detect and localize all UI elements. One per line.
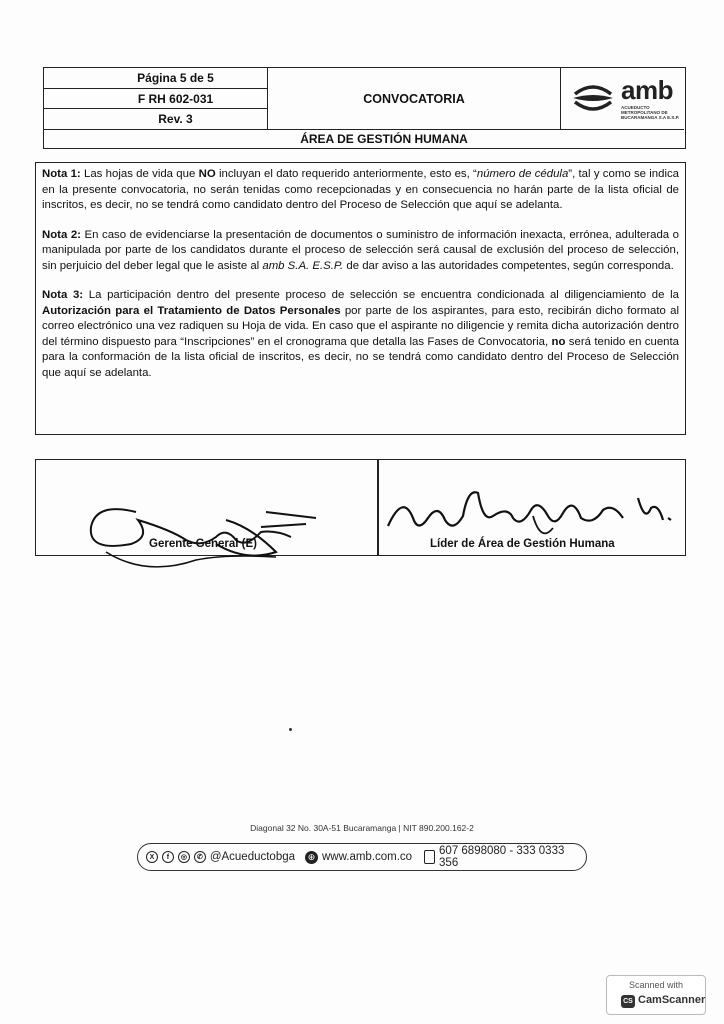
- page-number: Página 5 de 5: [44, 68, 268, 89]
- notes-box: [35, 162, 686, 435]
- note-1: [42, 167, 679, 214]
- note-text: En caso de evidenciarse la presentación de documentos o suministro de información inexacta, errónea, adulterada o manipulada por parte de los candidatos durante el proceso de selección será causal de exclusión del proceso de selección, sin perjuicio del deber legal que le asiste al: [42, 228, 679, 272]
- note-emphasis: NO: [198, 168, 216, 180]
- note-text: La participación dentro del presente proceso de selección se encuentra condicionada al diligenciamiento de la: [83, 289, 679, 301]
- note-emphasis: Autorización para el Tratamiento de Datos Personales: [42, 304, 341, 317]
- note-label: Nota 1:: [42, 168, 81, 180]
- instagram-icon: ◎: [178, 851, 190, 863]
- document-title: CONVOCATORIA: [268, 68, 561, 129]
- left-signature-label: Gerente General (E): [149, 538, 258, 550]
- logo-name: amb: [621, 75, 673, 105]
- note-text: de dar aviso a las autoridades competentes, según corresponda.: [343, 259, 674, 272]
- camscanner-caption: Scanned with: [628, 980, 684, 990]
- signature-box: [35, 459, 686, 556]
- note-3: [42, 288, 679, 381]
- website: www.amb.com.co: [321, 851, 413, 863]
- note-text: ”, tal y como se indica en la presente convocatoria, no serán tenidas como recepcionadas y en consecuencia no harán parte de la lista oficial de inscritos, es decir, no se tendrá como candidato dentro del Proceso de Selección que aquí se adelanta.: [42, 168, 680, 211]
- note-text: incluyan el dato requerido anteriormente, esto es, “: [215, 168, 477, 180]
- globe-icon: ⊕: [305, 851, 318, 864]
- note-text: será tenido en cuenta para la conformación de la lista oficial de inscritos, es decir, no se tendrá como candidato dentro del Proceso de Selección que aquí se adelanta.: [42, 335, 679, 379]
- area-title: ÁREA DE GESTIÓN HUMANA: [44, 129, 684, 148]
- note-label: Nota 3:: [42, 289, 84, 301]
- document-code: F RH 602-031: [44, 89, 268, 109]
- x-icon: X: [146, 851, 158, 863]
- note-italic: amb S.A. E.S.P.: [262, 259, 344, 272]
- left-signature-image: [76, 482, 316, 572]
- note-italic: número de cédula: [476, 168, 569, 180]
- phone-icon: [424, 850, 435, 864]
- footer-contact-bar: [137, 843, 587, 871]
- document-revision: Rev. 3: [44, 109, 268, 129]
- camscanner-badge: [606, 975, 706, 1015]
- footer-address: Diagonal 32 No. 30A-51 Bucaramanga | NIT 890.200.162-2: [250, 823, 474, 833]
- right-signature-label: Líder de Área de Gestión Humana: [430, 538, 615, 550]
- camscanner-name: CamScanner: [638, 994, 706, 1006]
- camscanner-icon: CS: [621, 995, 635, 1008]
- note-label: Nota 2:: [42, 228, 81, 241]
- note-text: por parte de los aspirantes, para esto, recibirán dicho formato al correo electrónico una vez radiquen su Hoja de vida. En caso que el aspirante no diligencie y remita dicha autorización dentro del término dispuesto para “Inscripciones” en el cronograma que detalla las Fases de Convocatoria,: [42, 304, 680, 348]
- scan-speck: [289, 728, 292, 731]
- whatsapp-icon: ✆: [194, 851, 206, 863]
- phone-numbers: 607 6898080 - 333 0333 356: [439, 845, 565, 869]
- signature-divider: [377, 460, 379, 555]
- amb-logo: [561, 68, 685, 129]
- note-emphasis: no: [551, 335, 566, 348]
- amb-logo-icon: [571, 82, 615, 112]
- document-header: [43, 67, 686, 149]
- logo-subtitle: ACUEDUCTO METROPOLITANO DE BUCARAMANGA S.A E.S.P.: [621, 105, 680, 120]
- social-handle: @Acueductobga: [209, 851, 296, 863]
- note-2: [42, 228, 679, 275]
- facebook-icon: f: [162, 851, 174, 863]
- note-text: Las hojas de vida que: [80, 168, 199, 180]
